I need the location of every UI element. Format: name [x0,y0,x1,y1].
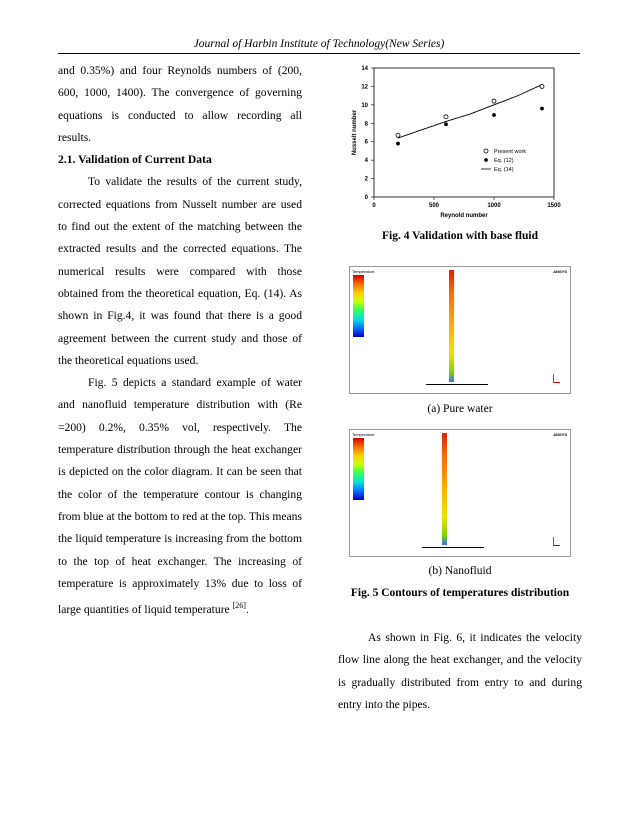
paragraph-3 [58,372,302,621]
header-rule [58,53,580,54]
x-tick-label: 1000 [487,203,501,209]
paragraph-3-text: Fig. 5 depicts a standard example of water and nanofluid temperature distribution with (Re =200) 0.2%, 0.35% vol, respectively. The temperature distribution through the heat exchanger is depicted on the color diagram. It can be seen that the color of the temperature contour is changing from blue at the bottom to red at the top. This means the liquid temperature is increasing from the bottom to the top of heat exchanger. The increasing of temperature is approximately 13% due to loss of large quantities of liquid temperature [58,376,302,616]
paragraph-1: and 0.35%) and four Reynolds numbers of (200, 600, 1000, 1400). The convergence of governing equations is conducted to allow recording all results. [58,64,302,144]
x-axis-label: Reynold number [440,213,488,219]
plot-frame [374,68,554,197]
legend-marker-eq12 [484,158,488,162]
nusselt-chart [338,58,582,226]
present-work-point [396,133,400,137]
y-tick-label: 2 [364,176,368,183]
eq12-point [396,142,400,146]
fig5-caption: Fig. 5 Contours of temperatures distribution [350,587,570,599]
left-column [58,60,302,621]
eq12-point [540,107,544,111]
scale-bar [426,384,488,385]
scale-bar [422,547,484,548]
y-tick-label: 14 [361,66,368,72]
paragraph-3-end: . [245,602,249,616]
y-tick-label: 10 [361,102,368,109]
legend-marker-present [484,149,488,153]
ansys-logo: ANSYS [553,432,567,437]
citation-ref: [26] [232,601,246,611]
legend-title: Temperature [352,432,375,437]
y-tick-label: 6 [364,139,368,146]
x-tick-label: 500 [428,203,440,209]
present-work-point [444,115,448,119]
present-work-point [492,99,496,103]
legend-label-eq14: Eq. (14) [494,167,514,173]
x-tick-label: 1500 [547,203,561,209]
fig5b-caption-sub: (b) Nanofluid [428,565,492,577]
y-axis-label: Nusselt number [352,109,358,156]
color-legend [353,438,364,500]
paragraph-4: As shown in Fig. 6, it indicates the velocity flow line along the heat exchanger, and the velocity is gradually distributed from entry to and during entry into the pipes. [338,631,582,711]
contour-pure-water [349,266,571,394]
fig4-caption: Fig. 4 Validation with base fluid [382,230,538,242]
legend-label-eq12: Eq. (12) [494,158,514,164]
heat-exchanger-tube [442,433,447,545]
y-tick-label: 4 [364,158,368,165]
paragraph-2: To validate the results of the current study, corrected equations from Nusselt number are used to find out the extent of the matching between the extracted results and the corrected equations. The numerical results were compared with those obtained from the theoretical equation, Eq. (14). As shown in Fig.4, it was found that there is a good agreement between the current study and those of the theoretical equations used. [58,175,302,367]
eq12-point [492,113,496,117]
color-legend [353,275,364,337]
eq14-line [398,85,542,138]
journal-header: Journal of Harbin Institute of Technology(New Series) [193,38,445,50]
y-tick-label: 8 [364,121,368,128]
legend-title: Temperature [352,269,375,274]
present-work-point [540,84,544,88]
eq12-point [444,122,448,126]
axis-triad [553,374,560,383]
y-tick-label: 12 [361,84,368,91]
y-tick-label: 0 [364,195,368,201]
fig5a-caption: (a) Pure water [427,403,493,415]
legend-label-present: Present work [494,149,527,155]
x-tick-label: 0 [372,203,376,209]
right-column-body [338,627,582,716]
axis-triad [553,537,560,546]
section-heading: 2.1. Validation of Current Data [58,153,212,167]
heat-exchanger-tube [449,270,454,382]
ansys-logo: ANSYS [553,269,567,274]
contour-nanofluid [349,429,571,557]
